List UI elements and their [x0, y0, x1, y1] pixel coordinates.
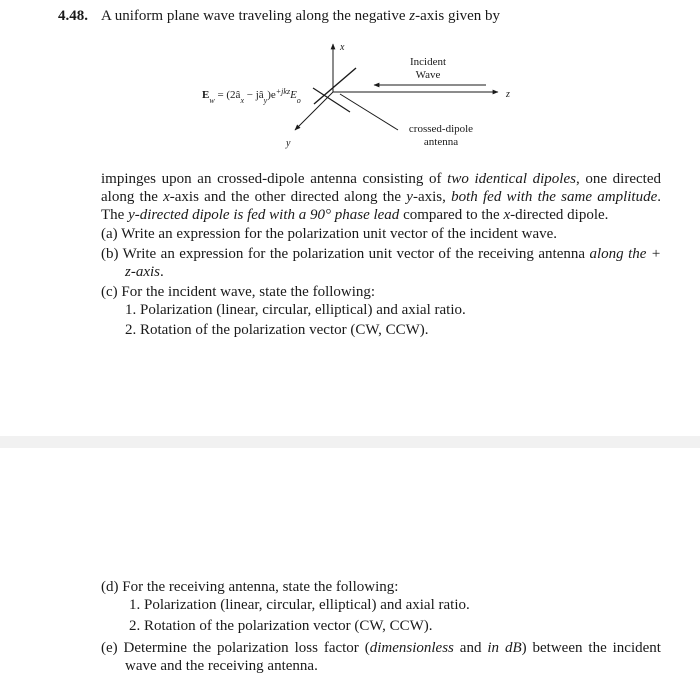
wave-diagram — [180, 36, 520, 160]
question-d-item-1: 1. Polarization (linear, circular, elliptical) and axial ratio. — [129, 597, 470, 613]
problem-number: 4.48. — [58, 8, 88, 24]
incident-label-line1: Incident — [409, 56, 447, 68]
question-a: (a) Write an expression for the polarization unit vector of the incident wave. — [101, 226, 558, 242]
dipole-1 — [314, 68, 356, 104]
question-d-item-2: 2. Rotation of the polarization vector (CW, CCW). — [129, 618, 433, 634]
question-c-item-2: 2. Rotation of the polarization vector (CW, CCW). — [125, 322, 429, 338]
question-c-item-1: 1. Polarization (linear, circular, elliptical) and axial ratio. — [125, 302, 466, 318]
antenna-label-line1: crossed-dipole — [408, 123, 474, 135]
axis-label-x: x — [340, 42, 345, 53]
question-d: (d) For the receiving antenna, state the following: — [101, 579, 399, 595]
page-separator — [0, 436, 700, 448]
wave-equation: $E_w$ = ($2â_x$ − $jâ_y)e^{+jkz}E_o$ — [202, 86, 301, 105]
incident-label-line2: Wave — [415, 69, 441, 81]
axis-label-z: z — [506, 89, 510, 100]
question-b: (b) Write an expression for the polarization unit vector of the receiving antenna along the + z-axis. — [101, 246, 662, 280]
question-c: (c) For the incident wave, state the following: — [101, 284, 376, 300]
problem-intro: A uniform plane wave traveling along the negative z-axis given by — [101, 8, 501, 24]
antenna-pointer — [340, 94, 398, 130]
problem-body — [101, 170, 661, 339]
antenna-label-line2: antenna — [423, 136, 459, 148]
problem-body-continued — [101, 578, 661, 675]
paragraph-description: impinges upon an crossed-dipole antenna consisting of two identical dipoles, one directed along the x-axis and the other directed along the y-axis, both fed with the same amplitude. The y-directed dipole is fed with a 90° phase lead compared to the x-directed dipole. — [101, 171, 661, 223]
question-e: (e) Determine the polarization loss factor (dimensionless and in dB) between the incident wave and the receiving antenna. — [101, 640, 661, 674]
axis-label-y: y — [286, 138, 291, 149]
